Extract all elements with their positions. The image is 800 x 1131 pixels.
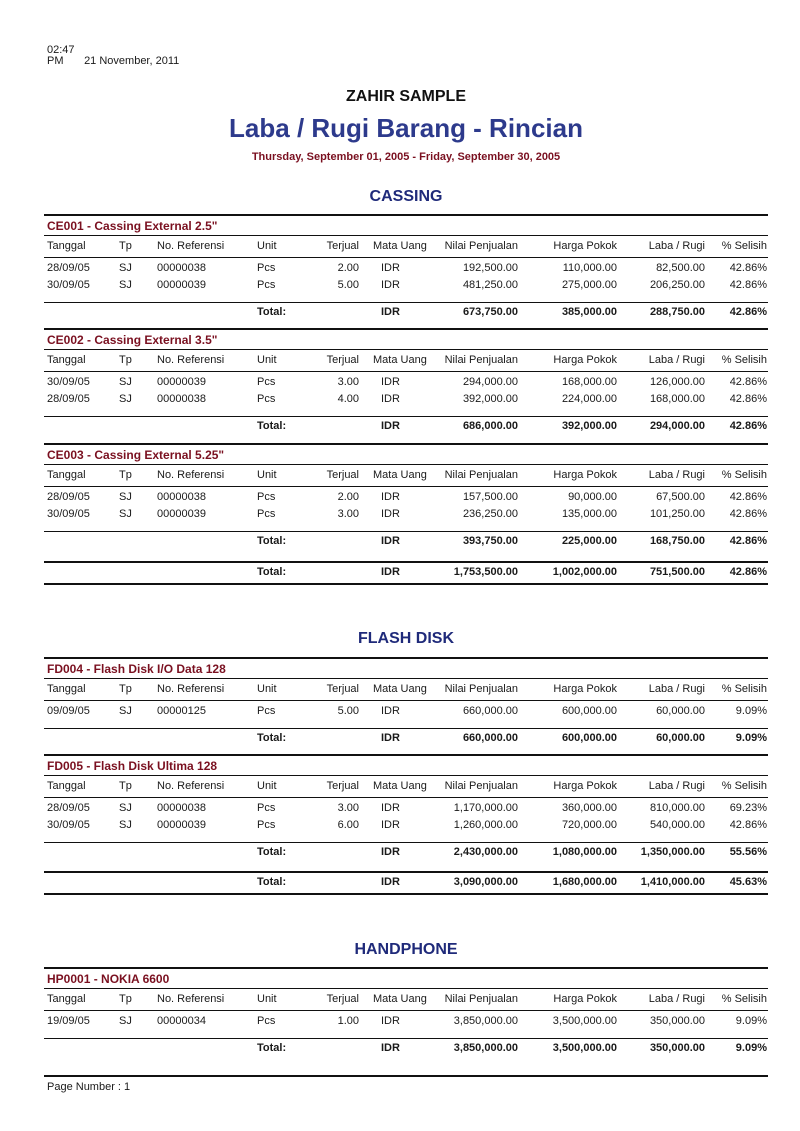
unit: Pcs xyxy=(257,393,276,405)
group-total-rule xyxy=(44,416,768,417)
margin-percent: 42.86% xyxy=(729,819,767,831)
group-total-rule xyxy=(44,302,768,303)
category-total-row xyxy=(0,566,800,582)
margin-percent: 42.86% xyxy=(729,566,767,578)
group-total-rule xyxy=(44,728,768,729)
type: SJ xyxy=(119,376,132,388)
date: 30/09/05 xyxy=(47,819,90,831)
cost: 224,000.00 xyxy=(561,393,617,405)
date: 28/09/05 xyxy=(47,802,90,814)
column-header-row xyxy=(0,240,800,256)
currency: Mata Uang xyxy=(373,240,427,252)
column-header-rule xyxy=(44,797,768,798)
sales-value: 686,000.00 xyxy=(462,420,518,432)
report-title: Laba / Rugi Barang - Rincian xyxy=(229,113,583,143)
margin-percent: 42.86% xyxy=(729,279,767,291)
profit-loss: 288,750.00 xyxy=(649,306,705,318)
category-total-row xyxy=(0,876,800,892)
group-rule xyxy=(44,657,768,659)
unit: Unit xyxy=(257,683,277,695)
profit-loss: 206,250.00 xyxy=(649,279,705,291)
sales-value: 1,260,000.00 xyxy=(453,819,518,831)
profit-loss: 67,500.00 xyxy=(656,491,705,503)
currency: IDR xyxy=(381,262,400,274)
group-total-row xyxy=(0,535,800,551)
sales-value: Nilai Penjualan xyxy=(444,354,518,366)
unit: Total: xyxy=(257,566,287,578)
date: Tanggal xyxy=(47,993,86,1005)
unit: Total: xyxy=(257,1042,287,1054)
reference: 00000039 xyxy=(157,819,206,831)
cost: 1,002,000.00 xyxy=(552,566,617,578)
sales-value: Nilai Penjualan xyxy=(444,780,518,792)
unit: Pcs xyxy=(257,705,276,717)
group-name-rule xyxy=(44,349,768,350)
type: Tp xyxy=(119,469,132,481)
table-row xyxy=(0,802,800,818)
reference: 00000034 xyxy=(157,1015,206,1027)
sales-value: 481,250.00 xyxy=(462,279,518,291)
margin-percent: 42.86% xyxy=(729,393,767,405)
cost: 110,000.00 xyxy=(562,262,617,274)
category-title: HANDPHONE xyxy=(354,941,458,958)
cost: Harga Pokok xyxy=(553,469,617,481)
column-header-row xyxy=(0,780,800,796)
margin-percent: 42.86% xyxy=(729,306,767,318)
type: SJ xyxy=(119,393,132,405)
group-total-row xyxy=(0,1042,800,1058)
table-row xyxy=(0,491,800,507)
currency: IDR xyxy=(381,1042,400,1054)
date: 19/09/05 xyxy=(47,1015,90,1027)
type: SJ xyxy=(119,705,132,717)
unit: Total: xyxy=(257,306,287,318)
company-name: ZAHIR SAMPLE xyxy=(346,88,466,105)
cost: 225,000.00 xyxy=(561,535,617,547)
margin-percent: 42.86% xyxy=(729,420,767,432)
page-bottom-rule xyxy=(44,1075,768,1077)
sales-value: 1,753,500.00 xyxy=(453,566,518,578)
unit: Pcs xyxy=(257,491,276,503)
group-total-row xyxy=(0,846,800,862)
table-row xyxy=(0,819,800,835)
cost: 600,000.00 xyxy=(561,705,617,717)
margin-percent: % Selisih xyxy=(721,993,767,1005)
sales-value: 3,090,000.00 xyxy=(453,876,518,888)
profit-loss: 168,000.00 xyxy=(649,393,705,405)
cost: Harga Pokok xyxy=(553,993,617,1005)
unit: Pcs xyxy=(257,376,276,388)
cost: 385,000.00 xyxy=(561,306,617,318)
profit-loss: Laba / Rugi xyxy=(648,993,705,1005)
margin-percent: 9.09% xyxy=(735,1015,767,1027)
margin-percent: 42.86% xyxy=(729,376,767,388)
unit: Pcs xyxy=(257,1015,276,1027)
margin-percent: % Selisih xyxy=(721,354,767,366)
unit: Unit xyxy=(257,354,277,366)
qty-sold: Terjual xyxy=(326,683,359,695)
reference: 00000125 xyxy=(157,705,206,717)
type: SJ xyxy=(119,279,132,291)
reference: 00000038 xyxy=(157,393,206,405)
date: Tanggal xyxy=(47,780,86,792)
unit: Unit xyxy=(257,780,277,792)
cost: 90,000.00 xyxy=(568,491,617,503)
qty-sold: 6.00 xyxy=(337,819,359,831)
profit-loss: 82,500.00 xyxy=(656,262,705,274)
cost: 360,000.00 xyxy=(561,802,617,814)
column-header-rule xyxy=(44,700,768,701)
item-group-title: HP0001 - NOKIA 6600 xyxy=(47,972,170,986)
column-header-row xyxy=(0,469,800,485)
type: SJ xyxy=(119,819,132,831)
reference: 00000039 xyxy=(157,376,206,388)
report-period: Thursday, September 01, 2005 - Friday, September 30, 2005 xyxy=(251,151,561,163)
group-total-rule xyxy=(44,1038,768,1039)
reference: 00000039 xyxy=(157,508,206,520)
print-date: 21 November, 2011 xyxy=(84,55,180,67)
unit: Unit xyxy=(257,993,277,1005)
cost: Harga Pokok xyxy=(553,240,617,252)
date: 30/09/05 xyxy=(47,279,90,291)
unit: Unit xyxy=(257,240,277,252)
reference: No. Referensi xyxy=(157,240,225,252)
group-rule xyxy=(44,328,768,330)
profit-loss: 350,000.00 xyxy=(649,1015,705,1027)
reference: No. Referensi xyxy=(157,993,225,1005)
group-total-rule xyxy=(44,531,768,532)
reference: 00000038 xyxy=(157,262,206,274)
table-row xyxy=(0,376,800,392)
cost: Harga Pokok xyxy=(553,683,617,695)
sales-value: Nilai Penjualan xyxy=(444,469,518,481)
sales-value: Nilai Penjualan xyxy=(444,683,518,695)
currency: IDR xyxy=(381,876,400,888)
cost: 1,080,000.00 xyxy=(552,846,617,858)
margin-percent: % Selisih xyxy=(721,683,767,695)
type: SJ xyxy=(119,802,132,814)
currency: IDR xyxy=(381,732,400,744)
currency: Mata Uang xyxy=(373,469,427,481)
profit-loss: 810,000.00 xyxy=(649,802,705,814)
profit-loss: 60,000.00 xyxy=(656,732,705,744)
profit-loss: 126,000.00 xyxy=(649,376,705,388)
margin-percent: 9.09% xyxy=(735,1042,767,1054)
date: 28/09/05 xyxy=(47,393,90,405)
group-rule xyxy=(44,443,768,445)
date: 28/09/05 xyxy=(47,262,90,274)
currency: IDR xyxy=(381,393,400,405)
table-row xyxy=(0,508,800,524)
profit-loss: Laba / Rugi xyxy=(648,780,705,792)
profit-loss: Laba / Rugi xyxy=(648,469,705,481)
sales-value: 3,850,000.00 xyxy=(453,1015,518,1027)
table-row xyxy=(0,705,800,721)
qty-sold: Terjual xyxy=(326,993,359,1005)
qty-sold: Terjual xyxy=(326,240,359,252)
group-name-rule xyxy=(44,678,768,679)
sales-value: Nilai Penjualan xyxy=(444,993,518,1005)
margin-percent: 55.56% xyxy=(729,846,767,858)
unit: Pcs xyxy=(257,262,276,274)
date: 09/09/05 xyxy=(47,705,90,717)
sales-value: 157,500.00 xyxy=(462,491,518,503)
cost: 168,000.00 xyxy=(561,376,617,388)
table-row xyxy=(0,279,800,295)
category-total-rule-bottom xyxy=(44,583,768,585)
category-total-rule-bottom xyxy=(44,893,768,895)
currency: Mata Uang xyxy=(373,354,427,366)
margin-percent: 45.63% xyxy=(729,876,767,888)
cost: 720,000.00 xyxy=(561,819,617,831)
group-rule xyxy=(44,967,768,969)
sales-value: 1,170,000.00 xyxy=(453,802,518,814)
cost: 135,000.00 xyxy=(561,508,617,520)
profit-loss: 294,000.00 xyxy=(649,420,705,432)
qty-sold: Terjual xyxy=(326,469,359,481)
column-header-row xyxy=(0,683,800,699)
profit-loss: 540,000.00 xyxy=(649,819,705,831)
currency: IDR xyxy=(381,1015,400,1027)
currency: IDR xyxy=(381,491,400,503)
currency: IDR xyxy=(381,420,400,432)
sales-value: 393,750.00 xyxy=(462,535,518,547)
group-total-row xyxy=(0,306,800,322)
column-header-rule xyxy=(44,486,768,487)
cost: 3,500,000.00 xyxy=(552,1042,617,1054)
margin-percent: 69.23% xyxy=(729,802,767,814)
group-total-rule xyxy=(44,842,768,843)
date: Tanggal xyxy=(47,354,86,366)
sales-value: 660,000.00 xyxy=(462,732,518,744)
category-total-rule-top xyxy=(44,561,768,563)
date: 28/09/05 xyxy=(47,491,90,503)
sales-value: 673,750.00 xyxy=(462,306,518,318)
profit-loss: Laba / Rugi xyxy=(648,354,705,366)
group-name-rule xyxy=(44,988,768,989)
category-title: FLASH DISK xyxy=(358,630,454,647)
group-name-rule xyxy=(44,775,768,776)
date: Tanggal xyxy=(47,240,86,252)
currency: Mata Uang xyxy=(373,993,427,1005)
sales-value: 3,850,000.00 xyxy=(453,1042,518,1054)
unit: Total: xyxy=(257,535,287,547)
cost: 1,680,000.00 xyxy=(552,876,617,888)
cost: 3,500,000.00 xyxy=(552,1015,617,1027)
currency: IDR xyxy=(381,566,400,578)
profit-loss: 1,410,000.00 xyxy=(640,876,705,888)
margin-percent: 9.09% xyxy=(735,705,767,717)
currency: IDR xyxy=(381,306,400,318)
group-total-row xyxy=(0,732,800,748)
margin-percent: % Selisih xyxy=(721,240,767,252)
profit-loss: Laba / Rugi xyxy=(648,683,705,695)
date: Tanggal xyxy=(47,469,86,481)
cost: Harga Pokok xyxy=(553,354,617,366)
profit-loss: 1,350,000.00 xyxy=(640,846,705,858)
currency: IDR xyxy=(381,846,400,858)
type: SJ xyxy=(119,491,132,503)
type: SJ xyxy=(119,508,132,520)
cost: 392,000.00 xyxy=(561,420,617,432)
unit: Pcs xyxy=(257,819,276,831)
currency: IDR xyxy=(381,279,400,291)
type: SJ xyxy=(119,1015,132,1027)
date: 30/09/05 xyxy=(47,508,90,520)
currency: Mata Uang xyxy=(373,683,427,695)
print-timestamp xyxy=(47,45,247,67)
cost: 275,000.00 xyxy=(561,279,617,291)
profit-loss: 60,000.00 xyxy=(656,705,705,717)
category-title: CASSING xyxy=(369,188,443,205)
group-total-row xyxy=(0,420,800,436)
qty-sold: 3.00 xyxy=(337,376,359,388)
unit: Pcs xyxy=(257,508,276,520)
margin-percent: % Selisih xyxy=(721,469,767,481)
unit: Pcs xyxy=(257,279,276,291)
profit-loss: 751,500.00 xyxy=(649,566,705,578)
currency: Mata Uang xyxy=(373,780,427,792)
reference: 00000038 xyxy=(157,491,206,503)
reference: No. Referensi xyxy=(157,354,225,366)
qty-sold: 2.00 xyxy=(337,491,359,503)
cost: 600,000.00 xyxy=(561,732,617,744)
unit: Unit xyxy=(257,469,277,481)
group-rule xyxy=(44,754,768,756)
column-header-rule xyxy=(44,257,768,258)
qty-sold: Terjual xyxy=(326,780,359,792)
unit: Total: xyxy=(257,732,287,744)
column-header-row xyxy=(0,993,800,1009)
item-group-title: FD004 - Flash Disk I/O Data 128 xyxy=(47,662,226,676)
type: Tp xyxy=(119,240,132,252)
sales-value: 660,000.00 xyxy=(462,705,518,717)
currency: IDR xyxy=(381,508,400,520)
type: Tp xyxy=(119,780,132,792)
reference: No. Referensi xyxy=(157,780,225,792)
sales-value: 294,000.00 xyxy=(462,376,518,388)
unit: Total: xyxy=(257,420,287,432)
group-rule xyxy=(44,214,768,216)
qty-sold: 5.00 xyxy=(337,705,359,717)
profit-loss: 168,750.00 xyxy=(649,535,705,547)
profit-loss: 101,250.00 xyxy=(649,508,705,520)
margin-percent: 42.86% xyxy=(729,508,767,520)
unit: Total: xyxy=(257,846,287,858)
sales-value: 2,430,000.00 xyxy=(453,846,518,858)
sales-value: Nilai Penjualan xyxy=(444,240,518,252)
qty-sold: 3.00 xyxy=(337,802,359,814)
qty-sold: 3.00 xyxy=(337,508,359,520)
column-header-rule xyxy=(44,1010,768,1011)
margin-percent: 42.86% xyxy=(729,491,767,503)
table-row xyxy=(0,1015,800,1031)
margin-percent: % Selisih xyxy=(721,780,767,792)
type: Tp xyxy=(119,683,132,695)
column-header-rule xyxy=(44,371,768,372)
reference: 00000039 xyxy=(157,279,206,291)
item-group-title: FD005 - Flash Disk Ultima 128 xyxy=(47,759,218,773)
qty-sold: Terjual xyxy=(326,354,359,366)
currency: IDR xyxy=(381,376,400,388)
qty-sold: 2.00 xyxy=(337,262,359,274)
profit-loss: Laba / Rugi xyxy=(648,240,705,252)
page-number: Page Number : 1 xyxy=(47,1081,131,1093)
print-time: 02:47 PM xyxy=(47,45,75,67)
item-group-title: CE003 - Cassing External 5.25" xyxy=(47,448,225,462)
qty-sold: 4.00 xyxy=(337,393,359,405)
type: Tp xyxy=(119,993,132,1005)
group-name-rule xyxy=(44,235,768,236)
reference: 00000038 xyxy=(157,802,206,814)
column-header-row xyxy=(0,354,800,370)
currency: IDR xyxy=(381,802,400,814)
qty-sold: 5.00 xyxy=(337,279,359,291)
table-row xyxy=(0,393,800,409)
margin-percent: 42.86% xyxy=(729,262,767,274)
unit: Total: xyxy=(257,876,287,888)
sales-value: 236,250.00 xyxy=(462,508,518,520)
date: 30/09/05 xyxy=(47,376,90,388)
currency: IDR xyxy=(381,535,400,547)
unit: Pcs xyxy=(257,802,276,814)
type: SJ xyxy=(119,262,132,274)
currency: IDR xyxy=(381,819,400,831)
cost: Harga Pokok xyxy=(553,780,617,792)
qty-sold: 1.00 xyxy=(337,1015,359,1027)
group-name-rule xyxy=(44,464,768,465)
currency: IDR xyxy=(381,705,400,717)
profit-loss: 350,000.00 xyxy=(649,1042,705,1054)
margin-percent: 42.86% xyxy=(729,535,767,547)
date: Tanggal xyxy=(47,683,86,695)
table-row xyxy=(0,262,800,278)
category-total-rule-top xyxy=(44,871,768,873)
item-group-title: CE002 - Cassing External 3.5" xyxy=(47,333,218,347)
sales-value: 392,000.00 xyxy=(462,393,518,405)
margin-percent: 9.09% xyxy=(735,732,767,744)
reference: No. Referensi xyxy=(157,683,225,695)
sales-value: 192,500.00 xyxy=(462,262,518,274)
reference: No. Referensi xyxy=(157,469,225,481)
item-group-title: CE001 - Cassing External 2.5" xyxy=(47,219,218,233)
type: Tp xyxy=(119,354,132,366)
